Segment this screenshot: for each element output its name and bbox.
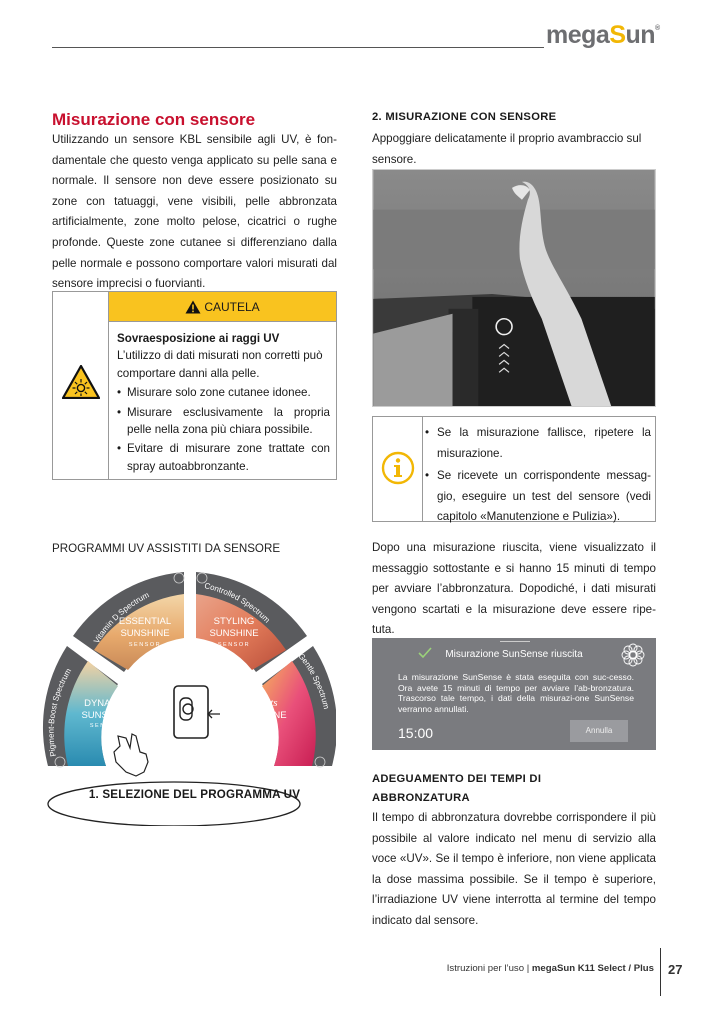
intro-paragraph: Utilizzando un sensore KBL sensibile agli UV, è fon-damentale che questo venga applicato su pelle sana e normale. Il sensore non deve essere posizionato su zone con tatuaggi, vene visibili, pelle abbronzata artificialmente, zone molto pelose, cicatrici o rughe profonde. Queste zone cutanee si differenziano dalla pelle normale e possono comportare valori misurati dal sensore imprecisi o fuorvianti. — [52, 133, 337, 291]
footer-text: Istruzioni per l’uso | megaSun K11 Select / Plus — [446, 963, 654, 974]
programs-title: PROGRAMMI UV ASSISTITI DA SENSORE — [52, 542, 281, 555]
screen-message: La misurazione SunSense è stata eseguita con suc-cesso. Ora avete 15 minuti di tempo per avviare l’ab-bronzatura. Trascorso tale tempo, i dati della misurazi-one SunSense verranno annullati. — [398, 672, 634, 714]
segment-name-line1: DYNAMIC — [84, 698, 128, 709]
step-2-text: Appoggiare delicatamente il proprio avambraccio sul sensore. — [372, 132, 642, 166]
footer-divider — [660, 948, 661, 996]
uv-radiation-warning-icon — [62, 365, 100, 399]
cancel-button[interactable]: Annulla — [570, 720, 628, 742]
program-wheel — [36, 566, 336, 826]
info-box — [372, 416, 656, 522]
caution-heading: Sovraesposizione ai raggi UV — [117, 332, 280, 345]
section-title: Misurazione con sensore — [52, 110, 256, 129]
megasun-logo: megaSun® — [546, 21, 660, 49]
program-segment-styling[interactable] — [196, 572, 307, 672]
sensor-symbol-icon — [174, 686, 220, 738]
footer-model: megaSun K11 Select / Plus — [531, 963, 654, 974]
screen-title: Misurazione SunSense riuscita — [445, 649, 583, 660]
segment-name-line1: STYLING — [213, 616, 255, 627]
sunsense-success-screen — [372, 638, 656, 750]
info-icon — [381, 451, 415, 485]
adjustment-title-line1: ADEGUAMENTO DEI TEMPI DI — [372, 773, 542, 785]
segment-name-line2: SUNSHINE — [237, 710, 287, 721]
list-item: • Misurare esclusivamente la propria pelle nella zona più chiara possibile. — [117, 404, 330, 439]
segment-name-line1: ESSENTIAL — [118, 616, 172, 627]
sensor-measurement-photo — [372, 169, 656, 407]
list-item: • Misurare solo zone cutanee idonee. — [117, 384, 330, 401]
segment-name-line2: SUNSHINE — [120, 628, 170, 639]
list-item: • Se ricevete un corrispondente messag-gio, eseguire un test del sensore (vedi capitolo «Manutenzione e Pulizia»). — [425, 466, 651, 528]
caution-text: L’utilizzo di dati misurati non corretti può comportare danni alla pelle. — [117, 349, 323, 380]
pointing-hand-icon — [114, 734, 148, 776]
segment-name-line3: SENSOR — [217, 642, 251, 648]
segment-arc-label: Vitamin D Spectrum — [92, 590, 151, 646]
warning-triangle-icon — [185, 300, 201, 314]
segment-name-line3: SENSOR — [89, 723, 123, 729]
caution-content — [117, 330, 330, 475]
caution-list — [117, 384, 330, 475]
countdown-timer: 15:00 — [398, 725, 434, 741]
list-item: • Se la misurazione fallisce, ripetere la misurazione. — [425, 423, 651, 464]
time-adjustment-section — [372, 770, 656, 932]
caution-header — [109, 292, 336, 322]
page-number: 27 — [668, 962, 683, 977]
segment-name-line3: SENSOR — [245, 723, 279, 729]
segment-name-line3: SENSOR — [128, 642, 162, 648]
segment-name-line1: moments — [238, 697, 278, 709]
segment-arc-label: Gentle Spectrum — [296, 651, 331, 710]
program-segment-essential[interactable] — [73, 572, 184, 672]
segment-arc-label: Controlled Spectrum — [203, 581, 272, 625]
caution-box — [52, 291, 337, 480]
segment-name-line2: SUNSHINE — [209, 628, 259, 639]
adjustment-title-line2: ABBRONZATURA — [372, 792, 470, 804]
after-measurement-text: Dopo una misurazione riuscita, viene visualizzato il messaggio sottostante e si hanno 15 minuti di tempo per avviare l’abbronzatura. Dopodiché, i dati misurati vengono scartati e la misurazione deve essere ripe-tuta. — [372, 541, 656, 637]
info-list — [425, 421, 651, 528]
list-item: • Evitare di misurare zone trattate con spray autoabbronzante. — [117, 440, 330, 475]
step-2-title: 2. MISURAZIONE CON SENSORE — [372, 111, 557, 123]
header-rule — [52, 47, 544, 48]
sunsense-logo-icon — [620, 642, 646, 668]
segment-name-line2: SUNSHINE — [81, 710, 131, 721]
caution-label: CAUTELA — [204, 300, 260, 314]
segment-arc-label: Pigment-Boost Spectrum — [46, 666, 74, 758]
adjustment-text: Il tempo di abbronzatura dovrebbe corrispondere il più possibile al valore indicato nel menu di servizio alla voce «UV». Se il tempo è inferiore, non viene applicata la dose massima possibile. Se il tempo è superiore, l’irradiazione UV viene interrotta al termine del tempo indicato dal sensore. — [372, 811, 656, 927]
step-1-label: 1. SELEZIONE DEL PROGRAMMA UV — [88, 788, 301, 801]
